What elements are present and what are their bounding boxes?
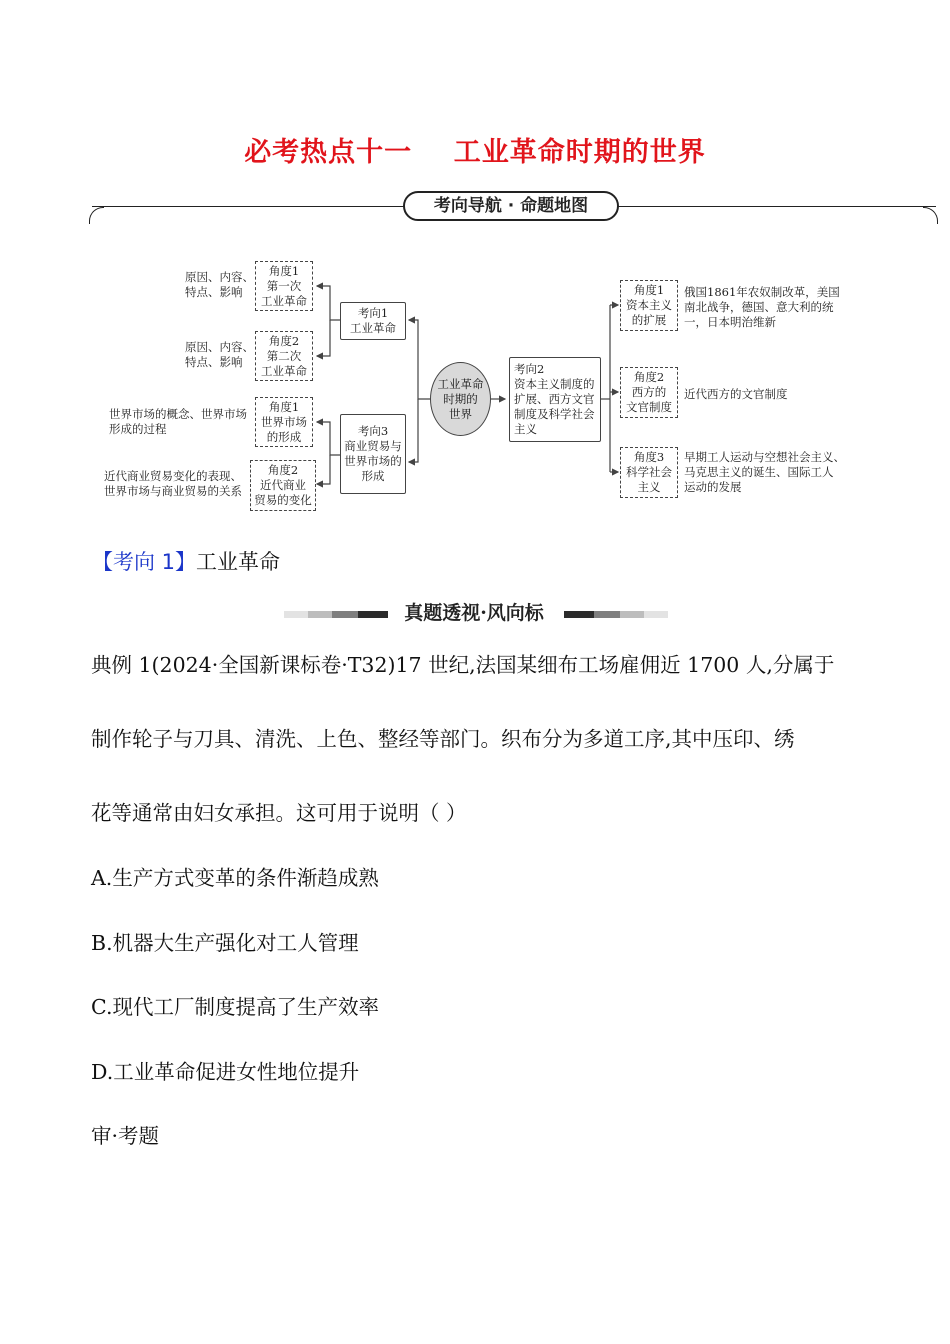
desc-line: 南北战争，德国、意大利的统	[684, 300, 834, 314]
option-a: A.生产方式变革的条件渐趋成熟	[91, 866, 379, 890]
desc-line: 马克思主义的诞生、国际工人	[684, 465, 834, 479]
question-line-2: 制作轮子与刀具、清洗、上色、整经等部门。织布分为多道工序,其中压印、绣	[91, 727, 795, 751]
box-line: 资本主义制度的	[514, 377, 595, 391]
section-bracket-close: 】	[175, 550, 197, 574]
center-line: 世界	[449, 406, 472, 421]
box-line: 资本主义	[626, 298, 672, 312]
box-line: 考向1	[357, 306, 389, 320]
box-line: 角度1	[268, 263, 300, 278]
desc-line: 一，日本明治维新	[684, 315, 776, 329]
section-tag: 考向 1	[113, 550, 176, 574]
box-line: 第二次	[266, 348, 302, 363]
box-line: 的扩展	[631, 313, 667, 327]
question-line-1: 典例 1(2024·全国新课标卷·T32)17 世纪,法国某细布工场雇佣近 1700 人,分属于	[91, 653, 835, 677]
page-title: 必考热点十一 工业革命时期的世界	[244, 137, 706, 168]
desc-line: 运动的发展	[684, 480, 742, 494]
box-line: 工业革命	[350, 321, 396, 335]
center-line: 时期的	[443, 391, 478, 406]
angle-box-scientific-socialism	[620, 447, 678, 498]
option-d: D.工业革命促进女性地位提升	[91, 1060, 360, 1084]
question-line-3: 花等通常由妇女承担。这可用于说明（ ）	[91, 801, 467, 825]
direction-box-2	[509, 357, 601, 442]
angle-desc-3	[109, 407, 247, 437]
desc-line: 早期工人运动与空想社会主义、	[684, 450, 845, 464]
section-heading	[92, 546, 280, 576]
box-line: 角度2	[633, 370, 665, 384]
box-line: 扩展、西方文官	[514, 392, 595, 406]
desc-line: 世界市场的概念、世界市场	[109, 407, 247, 421]
desc-line: 世界市场与商业贸易的关系	[104, 484, 242, 498]
desc-line: 原因、内容、	[185, 270, 254, 284]
section-bracket-open: 【	[92, 550, 113, 574]
desc-line: 俄国1861年农奴制改革，美国	[684, 285, 840, 299]
box-line: 第一次	[266, 278, 302, 293]
center-node	[430, 362, 491, 436]
box-line: 工业革命	[261, 293, 307, 308]
desc-line: 原因、内容、	[185, 340, 254, 354]
review-label: 审·考题	[91, 1124, 160, 1148]
direction-box-1	[340, 302, 406, 340]
angle-box-civil-service	[620, 367, 678, 418]
option-b: B.机器大生产强化对工人管理	[91, 931, 359, 955]
box-line: 角度2	[268, 333, 300, 348]
box-line: 角度2	[267, 463, 299, 477]
section-title: 工业革命	[196, 550, 281, 574]
right-desc-3	[684, 450, 845, 495]
desc-line: 近代西方的文官制度	[684, 387, 788, 401]
box-line: 西方的	[631, 385, 667, 399]
angle-desc-1	[185, 270, 254, 300]
angle-box-modern-trade	[250, 460, 316, 511]
angle-box-second-industrial-revolution	[255, 331, 313, 381]
angle-desc-4	[104, 469, 242, 499]
box-line: 制度及科学社会	[514, 407, 595, 421]
box-line: 角度3	[633, 450, 665, 464]
angle-box-capitalism-expansion	[620, 280, 678, 331]
box-line: 贸易的变化	[254, 493, 312, 507]
option-c: C.现代工厂制度提高了生产效率	[91, 995, 379, 1019]
box-line: 世界市场	[261, 414, 307, 429]
direction-box-3	[340, 414, 406, 494]
box-line: 工业革命	[261, 363, 307, 378]
box-line: 主义	[637, 480, 661, 494]
subbanner-label: 真题透视·风向标	[404, 602, 544, 624]
box-line: 角度1	[268, 399, 300, 414]
box-line: 商业贸易与	[344, 439, 402, 453]
desc-line: 形成的过程	[109, 422, 167, 436]
right-desc-1	[684, 285, 840, 330]
angle-box-first-industrial-revolution	[255, 261, 313, 311]
right-desc-2	[684, 387, 788, 402]
box-line: 主义	[514, 422, 537, 436]
box-line: 的形成	[266, 429, 302, 444]
desc-line: 特点、影响	[185, 285, 243, 299]
subbanner	[284, 600, 668, 630]
box-line: 近代商业	[260, 478, 306, 492]
center-line: 工业革命	[437, 376, 484, 391]
desc-line: 近代商业贸易变化的表现、	[104, 469, 242, 483]
box-line: 考向2	[514, 362, 545, 376]
box-line: 世界市场的	[344, 454, 402, 468]
box-line: 形成	[361, 469, 385, 483]
angle-box-world-market	[255, 397, 313, 447]
box-line: 角度1	[633, 283, 665, 297]
banner-label: 考向导航 · 命题地图	[403, 191, 619, 221]
box-line: 文官制度	[626, 400, 672, 414]
angle-desc-2	[185, 340, 254, 370]
desc-line: 特点、影响	[185, 355, 243, 369]
box-line: 科学社会	[626, 465, 672, 479]
box-line: 考向3	[357, 424, 389, 438]
